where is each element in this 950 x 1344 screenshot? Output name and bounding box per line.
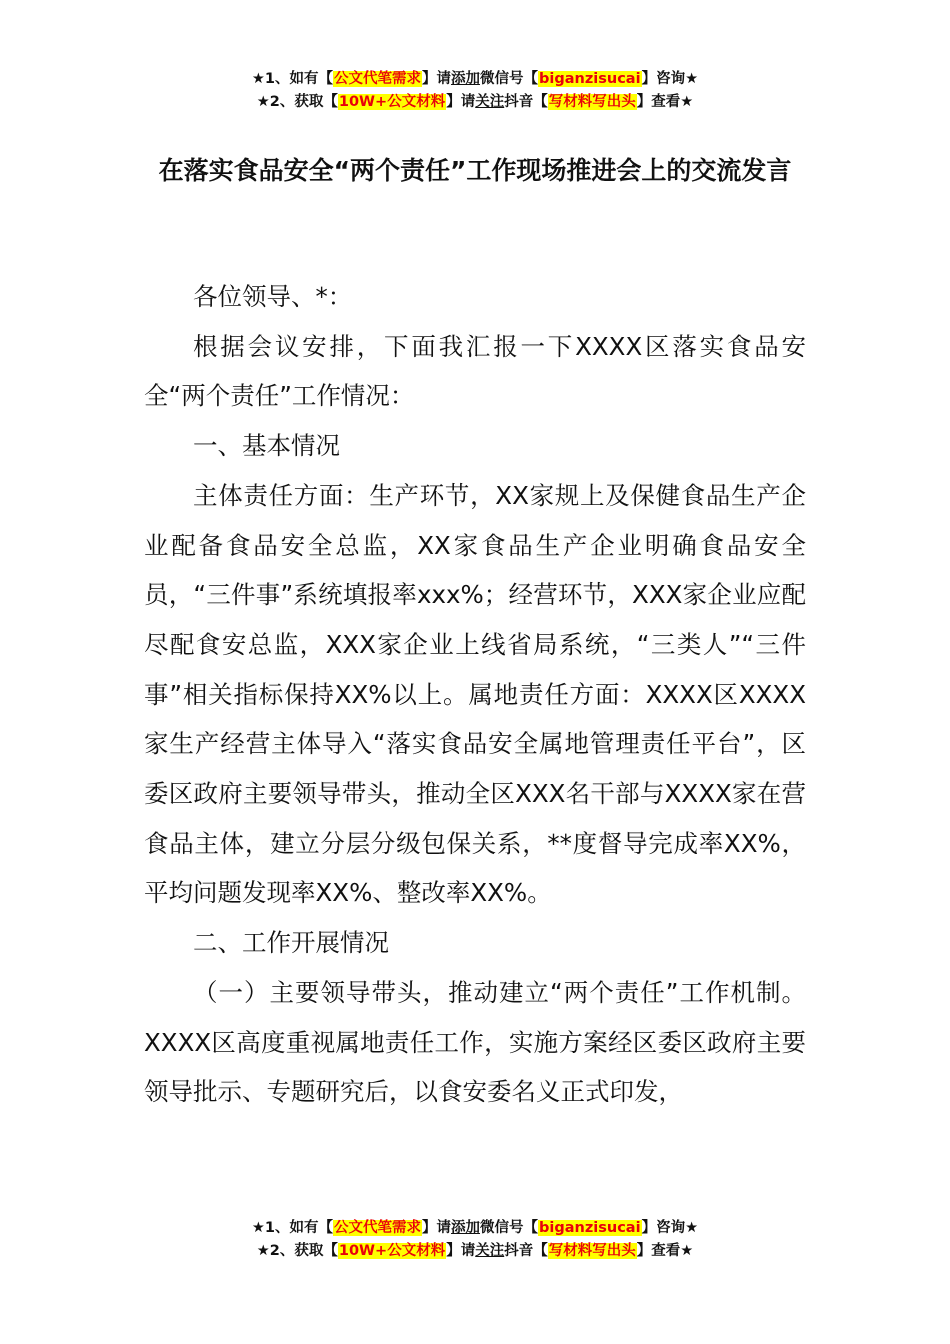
promo-text: ★1、如有【 [251, 71, 334, 87]
promo-text: 】请 [446, 94, 476, 110]
promo-text: 抖音【 [504, 94, 548, 110]
promo-text: 】咨询★ [641, 71, 699, 87]
promo-text: 】查看★ [636, 1243, 694, 1259]
promo-text: 】查看★ [636, 94, 694, 110]
promo-highlight: 写材料写出头 [548, 94, 636, 110]
promo-highlight: 10W+公文材料 [338, 94, 446, 110]
document-title: 在落实食品安全“两个责任”工作现场推进会上的交流发言 [158, 156, 792, 185]
promo-underlined: 添加 [451, 1220, 481, 1236]
promo-text: 抖音【 [504, 1243, 548, 1259]
section-heading: 一、基本情况 [193, 431, 340, 461]
salutation: 各位领导、*： [193, 282, 353, 311]
promo-text: ★2、获取【 [256, 1243, 338, 1259]
promo-underlined: 添加 [451, 71, 481, 87]
header-promo-banner [0, 68, 950, 114]
promo-text: ★2、获取【 [256, 94, 338, 110]
promo-highlight: 公文代笔需求 [334, 71, 422, 87]
body-paragraph: （一）主要领导带头，推动建立“两个责任”工作机制。XXXX区高度重视属地责任工作，实施方案经区委区政府主要领导批示、专题研究后，以食安委名义正式印发， [144, 977, 806, 1107]
promo-highlight: biganzisucai [539, 1220, 641, 1236]
promo-text: 】请 [422, 71, 452, 87]
body-paragraph: 主体责任方面：生产环节，XX家规上及保健食品生产企业配备食品安全总监，XX家食品生产企业明确食品安全员，“三件事”系统填报率xxx%；经营环节，XXX家企业应配尽配食安总监，XXX家企业上线省局系统，“三类人”“三件事”相关指标保持XX%以上。属地责任方面：XXXX区XXXX家生产经营主体导入“落实食品安全属地管理责任平台”，区委区政府主要领导带头，推动全区XXX名干部与XXXX家在营食品主体，建立分层分级包保关系，**度督导完成率XX%，平均问题发现率XX%、整改率XX%。 [144, 480, 806, 908]
body-paragraph: 根据会议安排，下面我汇报一下XXXX区落实食品安全“两个责任”工作情况： [144, 331, 806, 411]
promo-highlight: biganzisucai [539, 71, 641, 87]
promo-text: ★1、如有【 [251, 1220, 334, 1236]
promo-highlight: 写材料写出头 [548, 1243, 636, 1259]
promo-line-1 [0, 68, 950, 91]
promo-text: 】请 [446, 1243, 476, 1259]
promo-line-2 [0, 91, 950, 114]
promo-text: 微信号【 [480, 71, 539, 87]
promo-text: 】请 [422, 1220, 452, 1236]
document-body [144, 272, 806, 1117]
footer-promo-banner [0, 1217, 950, 1263]
promo-line-2 [0, 1240, 950, 1263]
promo-underlined: 关注 [475, 1243, 505, 1259]
section-heading: 二、工作开展情况 [193, 928, 389, 958]
promo-text: 微信号【 [480, 1220, 539, 1236]
promo-text: 】咨询★ [641, 1220, 699, 1236]
promo-line-1 [0, 1217, 950, 1240]
promo-highlight: 10W+公文材料 [338, 1243, 446, 1259]
promo-highlight: 公文代笔需求 [334, 1220, 422, 1236]
promo-underlined: 关注 [475, 94, 505, 110]
